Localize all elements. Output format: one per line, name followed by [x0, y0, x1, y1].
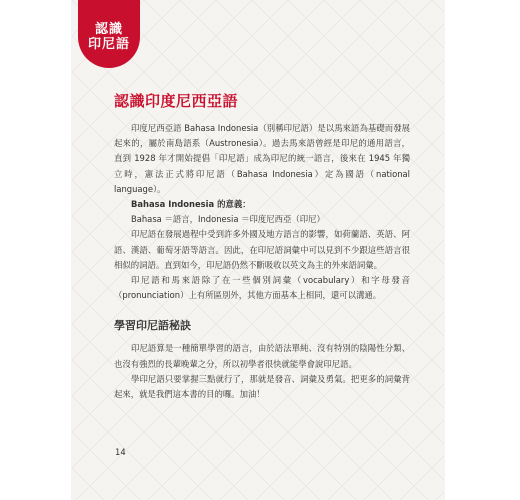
section-title: 認識印度尼西亞語 — [114, 92, 239, 110]
page-number: 14 — [115, 447, 126, 457]
chapter-badge — [78, 0, 140, 68]
badge-line-2: 印尼語 — [87, 37, 130, 52]
meaning-label: Bahasa Indonesia 的意義： — [131, 199, 251, 210]
paragraph: 印度尼西亞語 Bahasa Indonesia（別稱印尼語）是以馬來語為基礎而發展起來的，屬於南島語系（Austronesia）。過去馬來語曾經是印尼的通用語言，直到 1928 年才開始提倡「印尼語」成為印尼的統一語言，後來在 1945 年獨立時，憲法正式將印尼語（Bahasa Indonesia）定為國語（national language）。 — [114, 123, 410, 194]
meaning-text: Bahasa ＝語言，Indonesia ＝印度尼西亞（印尼） — [131, 214, 325, 225]
paragraph: 印尼語在發展過程中受到許多外國及地方語言的影響，如荷蘭語、英語、阿語、漢語、葡萄牙語等語言。因此，在印尼語詞彙中可以見到不少跟這些語言很相似的詞語。直到如今，印尼語仍然不斷吸收以英文為主的外來語詞彙。 — [114, 229, 410, 270]
paragraph: 印尼語算是一種簡單學習的語言，由於語法單純、沒有特別的陰陽性分類、也沒有強烈的長輩晚輩之分，所以初學者很快就能學會說印尼語。 — [114, 343, 410, 369]
paragraph: 印尼語和馬來語除了在一些個別詞彙（vocabulary）和字母發音（pronunciation）上有所區別外，其他方面基本上相同，還可以溝通。 — [114, 275, 410, 301]
paragraph: 學印尼語只要掌握三點就行了，那就是發音、詞彙及勇氣。把更多的詞彙背起來，就是我們這本書的目的囉。加油！ — [114, 373, 410, 400]
page-content — [114, 92, 410, 402]
subsection-title: 學習印尼語秘訣 — [114, 319, 191, 333]
badge-line-1: 認識 — [94, 22, 123, 37]
